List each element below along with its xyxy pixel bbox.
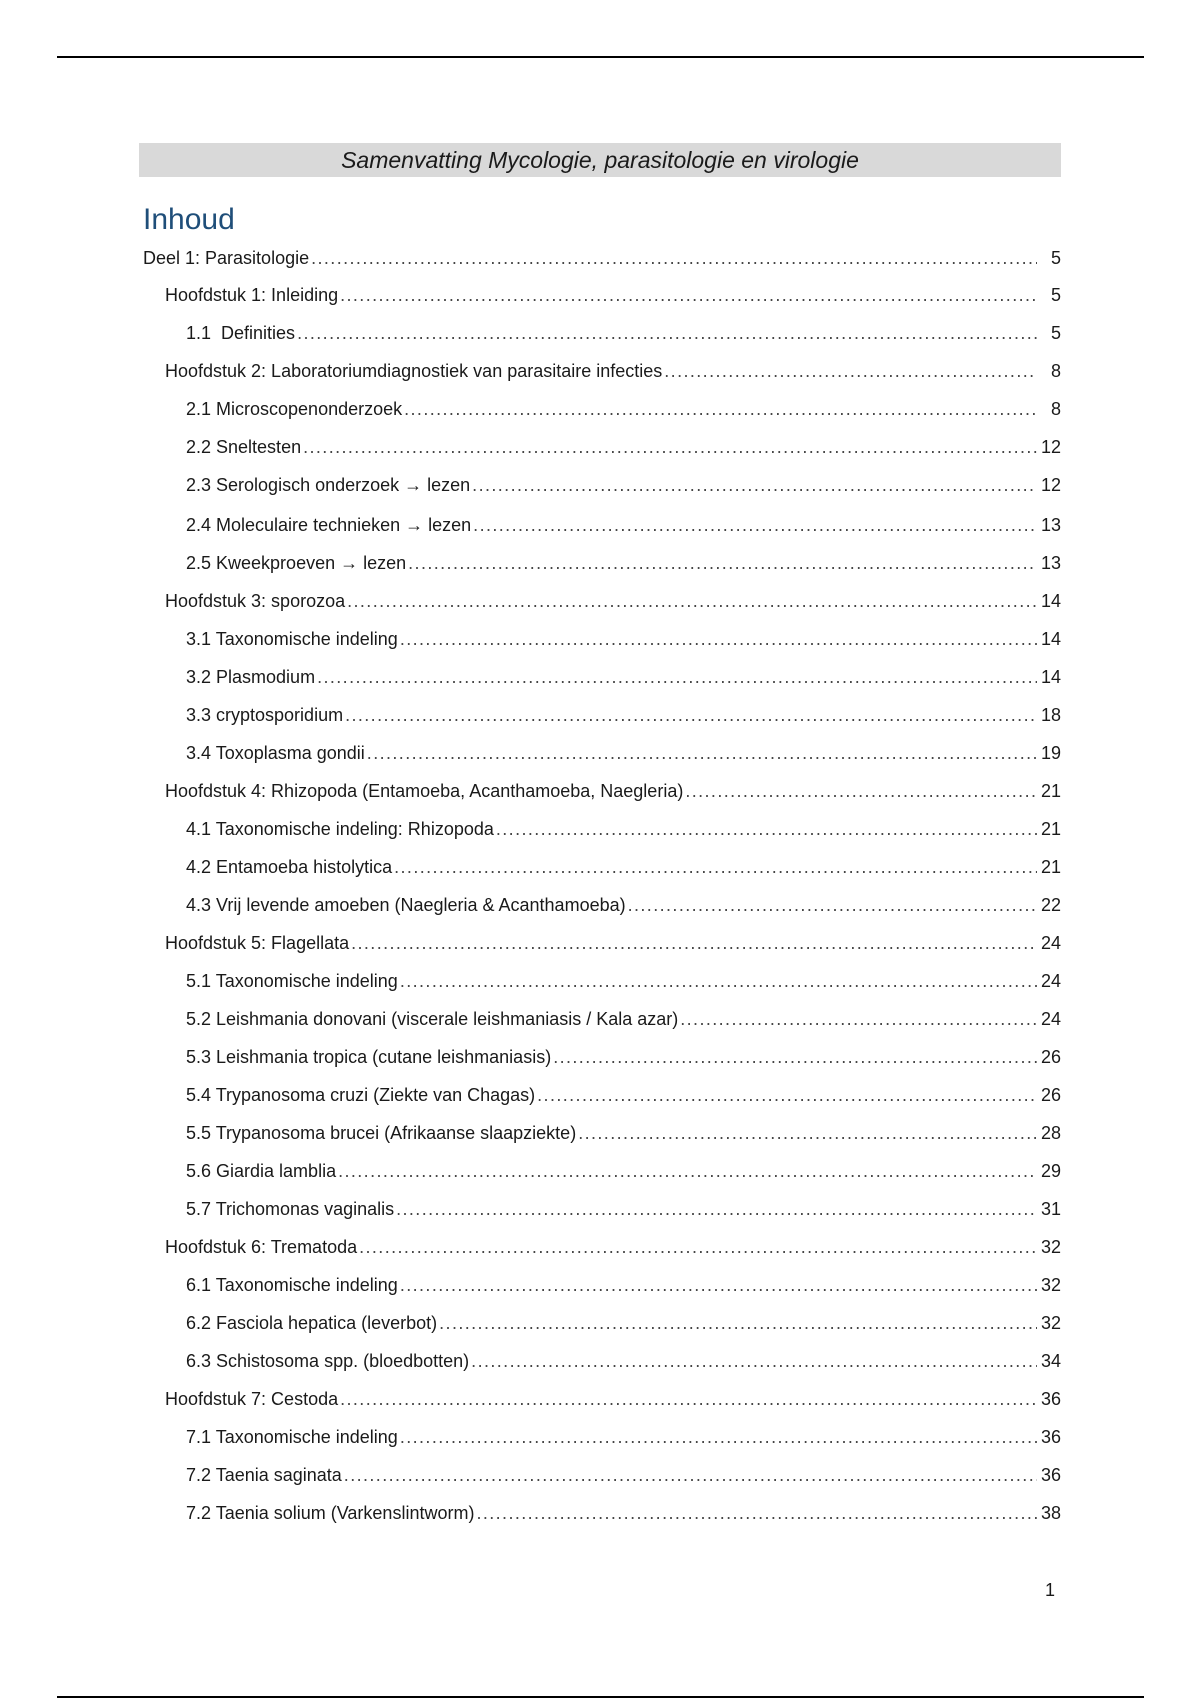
toc-entry-label: Deel 1: Parasitologie xyxy=(143,248,310,268)
document-title: Samenvatting Mycologie, parasitologie en virologie xyxy=(139,143,1061,177)
toc-entry[interactable] xyxy=(186,1424,1061,1450)
toc-dot-leader xyxy=(439,1310,1037,1336)
toc-dot-leader xyxy=(394,854,1037,880)
toc-entry-label: 2.5 Kweekproeven → lezen xyxy=(186,553,407,573)
toc-heading: Inhoud xyxy=(143,203,235,236)
toc-dot-leader xyxy=(400,968,1037,994)
toc-entry-label: Hoofdstuk 7: Cestoda xyxy=(165,1389,339,1409)
toc-dot-leader xyxy=(396,1196,1037,1222)
toc-entry-page: 14 xyxy=(1040,667,1061,687)
toc-entry-page: 31 xyxy=(1040,1199,1061,1219)
toc-dot-leader xyxy=(628,892,1037,918)
toc-dot-leader xyxy=(297,320,1037,346)
toc-entry[interactable] xyxy=(186,854,1061,880)
toc-dot-leader xyxy=(317,664,1037,690)
toc-entry-page: 36 xyxy=(1040,1389,1061,1409)
toc-dot-leader xyxy=(345,702,1037,728)
toc-entry-label: 3.4 Toxoplasma gondii xyxy=(186,743,365,763)
toc-entry-label: 6.3 Schistosoma spp. (bloedbotten) xyxy=(186,1351,470,1371)
toc-entry[interactable] xyxy=(186,396,1061,422)
toc-entry-page: 5 xyxy=(1050,323,1061,343)
toc-entry[interactable] xyxy=(186,1462,1061,1488)
toc-entry[interactable] xyxy=(186,472,1061,498)
toc-entry-label: 7.2 Taenia saginata xyxy=(186,1465,342,1485)
toc-entry[interactable] xyxy=(186,702,1061,728)
toc-entry[interactable] xyxy=(165,778,1061,804)
toc-dot-leader xyxy=(400,626,1037,652)
toc-entry[interactable] xyxy=(186,740,1061,766)
toc-entry-page: 8 xyxy=(1050,361,1061,381)
toc-entry-label: Hoofdstuk 2: Laboratoriumdiagnostiek van parasitaire infecties xyxy=(165,361,663,381)
toc-dot-leader xyxy=(359,1234,1037,1260)
toc-entry-page: 36 xyxy=(1040,1465,1061,1485)
toc-dot-leader xyxy=(578,1120,1037,1146)
toc-dot-leader xyxy=(311,245,1037,271)
toc-entry-page: 38 xyxy=(1040,1503,1061,1523)
toc-dot-leader xyxy=(303,434,1037,460)
toc-entry[interactable] xyxy=(186,1006,1061,1032)
toc-dot-leader xyxy=(344,1462,1037,1488)
toc-entry-label: 6.2 Fasciola hepatica (leverbot) xyxy=(186,1313,438,1333)
toc-entry-label: 5.1 Taxonomische indeling xyxy=(186,971,398,991)
toc-entry[interactable] xyxy=(186,1272,1061,1298)
toc-entry-page: 8 xyxy=(1050,399,1061,419)
toc-dot-leader xyxy=(340,282,1037,308)
toc-entry-page: 24 xyxy=(1040,971,1061,991)
toc-dot-leader xyxy=(680,1006,1037,1032)
toc-dot-leader xyxy=(473,512,1037,538)
toc-dot-leader xyxy=(496,816,1037,842)
toc-entry[interactable] xyxy=(165,282,1061,308)
toc-entry-page: 24 xyxy=(1040,1009,1061,1029)
toc-entry-label: Hoofdstuk 6: Trematoda xyxy=(165,1237,358,1257)
toc-dot-leader xyxy=(367,740,1037,766)
toc-entry-label: 4.2 Entamoeba histolytica xyxy=(186,857,393,877)
toc-entry-label: 7.1 Taxonomische indeling xyxy=(186,1427,398,1447)
toc-entry-label: 5.6 Giardia lamblia xyxy=(186,1161,337,1181)
toc-entry-page: 32 xyxy=(1040,1275,1061,1295)
toc-entry-label: 5.4 Trypanosoma cruzi (Ziekte van Chagas) xyxy=(186,1085,536,1105)
toc-entry[interactable] xyxy=(186,1120,1061,1146)
toc-entry[interactable] xyxy=(186,1348,1061,1374)
toc-entry[interactable] xyxy=(186,1196,1061,1222)
toc-entry-label: 5.3 Leishmania tropica (cutane leishmaniasis) xyxy=(186,1047,552,1067)
toc-entry-page: 21 xyxy=(1040,781,1061,801)
toc-entry[interactable] xyxy=(186,1500,1061,1526)
toc-entry[interactable] xyxy=(186,892,1061,918)
table-of-contents xyxy=(143,0,1200,1700)
toc-dot-leader xyxy=(400,1272,1037,1298)
toc-entry-label: 6.1 Taxonomische indeling xyxy=(186,1275,398,1295)
toc-entry-page: 18 xyxy=(1040,705,1061,725)
toc-entry[interactable] xyxy=(186,1310,1061,1336)
toc-entry[interactable] xyxy=(186,320,1061,346)
toc-entry-page: 13 xyxy=(1040,515,1061,535)
toc-entry-label: 3.2 Plasmodium xyxy=(186,667,316,687)
toc-entry[interactable] xyxy=(186,550,1061,576)
toc-entry-label: Hoofdstuk 1: Inleiding xyxy=(165,285,339,305)
toc-entry-page: 32 xyxy=(1040,1237,1061,1257)
toc-entry-page: 5 xyxy=(1050,248,1061,268)
toc-entry[interactable] xyxy=(186,664,1061,690)
toc-entry[interactable] xyxy=(143,245,1061,271)
toc-entry-page: 28 xyxy=(1040,1123,1061,1143)
toc-entry-page: 26 xyxy=(1040,1085,1061,1105)
toc-entry[interactable] xyxy=(186,512,1061,538)
toc-entry-label: 4.3 Vrij levende amoeben (Naegleria & Acanthamoeba) xyxy=(186,895,626,915)
toc-entry-label: 5.5 Trypanosoma brucei (Afrikaanse slaapziekte) xyxy=(186,1123,577,1143)
toc-dot-leader xyxy=(340,1386,1037,1412)
toc-entry[interactable] xyxy=(186,1082,1061,1108)
toc-entry-page: 36 xyxy=(1040,1427,1061,1447)
toc-entry[interactable] xyxy=(186,1044,1061,1070)
toc-dot-leader xyxy=(404,396,1037,422)
toc-entry-label: 3.1 Taxonomische indeling xyxy=(186,629,398,649)
toc-entry-label: 2.1 Microscopenonderzoek xyxy=(186,399,403,419)
toc-entry-label: 1.1 Definities xyxy=(186,323,296,343)
toc-entry-label: 3.3 cryptosporidium xyxy=(186,705,344,725)
footer-rule xyxy=(57,1696,1144,1698)
toc-entry-page: 14 xyxy=(1040,629,1061,649)
toc-entry-label: 4.1 Taxonomische indeling: Rhizopoda xyxy=(186,819,494,839)
toc-dot-leader xyxy=(537,1082,1037,1108)
toc-entry-page: 32 xyxy=(1040,1313,1061,1333)
toc-entry-page: 5 xyxy=(1050,285,1061,305)
toc-entry[interactable] xyxy=(165,1386,1061,1412)
toc-dot-leader xyxy=(347,588,1037,614)
toc-dot-leader xyxy=(408,550,1037,576)
toc-entry[interactable] xyxy=(186,1158,1061,1184)
toc-entry[interactable] xyxy=(186,626,1061,652)
toc-entry-page: 13 xyxy=(1040,553,1061,573)
toc-entry-page: 24 xyxy=(1040,933,1061,953)
toc-entry-page: 29 xyxy=(1040,1161,1061,1181)
toc-dot-leader xyxy=(400,1424,1037,1450)
toc-entry-page: 26 xyxy=(1040,1047,1061,1067)
page-number: 1 xyxy=(1044,1580,1055,1600)
toc-entry-label: 7.2 Taenia solium (Varkenslintworm) xyxy=(186,1503,475,1523)
toc-dot-leader xyxy=(471,1348,1037,1374)
toc-dot-leader xyxy=(351,930,1037,956)
toc-entry[interactable] xyxy=(186,434,1061,460)
toc-entry-page: 21 xyxy=(1040,819,1061,839)
toc-dot-leader xyxy=(338,1158,1037,1184)
toc-dot-leader xyxy=(685,778,1037,804)
toc-entry-label: 2.2 Sneltesten xyxy=(186,437,302,457)
toc-dot-leader xyxy=(476,1500,1037,1526)
toc-entry-page: 14 xyxy=(1040,591,1061,611)
toc-entry-label: 5.7 Trichomonas vaginalis xyxy=(186,1199,395,1219)
toc-entry-label: Hoofdstuk 5: Flagellata xyxy=(165,933,350,953)
toc-dot-leader xyxy=(553,1044,1037,1070)
toc-entry-label: Hoofdstuk 3: sporozoa xyxy=(165,591,346,611)
toc-entry[interactable] xyxy=(186,816,1061,842)
toc-entry-label: Hoofdstuk 4: Rhizopoda (Entamoeba, Acanthamoeba, Naegleria) xyxy=(165,781,684,801)
toc-entry-label: 2.4 Moleculaire technieken → lezen xyxy=(186,515,472,535)
toc-entry-label: 2.3 Serologisch onderzoek → lezen xyxy=(186,475,471,495)
toc-entry-page: 12 xyxy=(1040,475,1061,495)
toc-entry[interactable] xyxy=(165,588,1061,614)
toc-entry[interactable] xyxy=(165,1234,1061,1260)
toc-entry-page: 22 xyxy=(1040,895,1061,915)
toc-entry-page: 19 xyxy=(1040,743,1061,763)
toc-entry-label: 5.2 Leishmania donovani (viscerale leishmaniasis / Kala azar) xyxy=(186,1009,679,1029)
toc-entry[interactable] xyxy=(165,358,1061,384)
toc-dot-leader xyxy=(664,358,1037,384)
toc-entry-page: 12 xyxy=(1040,437,1061,457)
toc-entry-page: 34 xyxy=(1040,1351,1061,1371)
toc-entry-page: 21 xyxy=(1040,857,1061,877)
toc-dot-leader xyxy=(472,472,1037,498)
toc-entry[interactable] xyxy=(165,930,1061,956)
toc-entry[interactable] xyxy=(186,968,1061,994)
